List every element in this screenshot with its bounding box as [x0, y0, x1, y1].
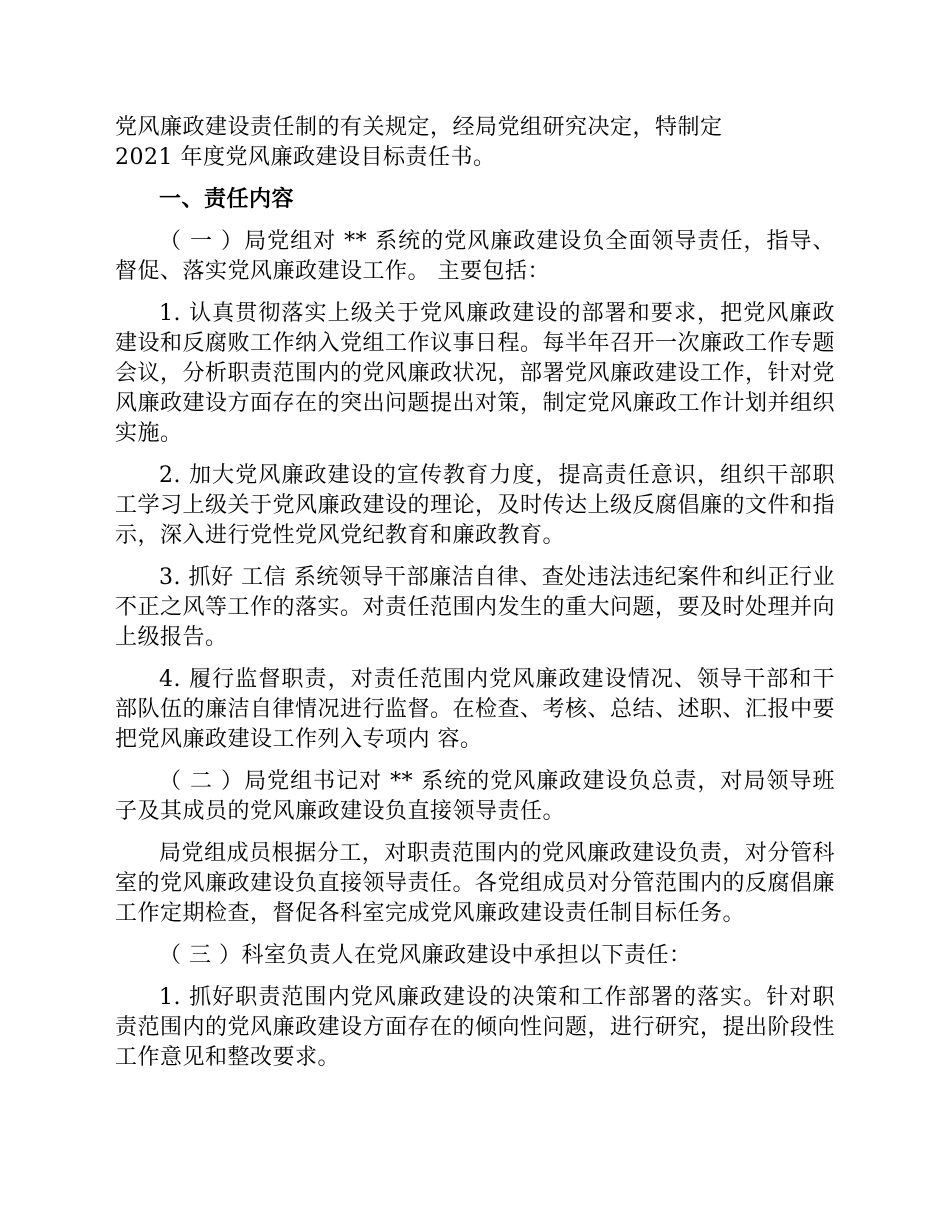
list-item-one-1: 1. 认真贯彻落实上级关于党风廉政建设的部署和要求，把党风廉政建设和反腐败工作纳入党组工作议事日程。每半年召开一次廉政工作专题会议，分析职责范围内的党风廉政状况，部署党风廉政建设工作，针对党风廉政建设方面存在的突出问题提出对策，制定党风廉政工作计划并组织实施。 — [115, 301, 836, 446]
paragraph-part-two: （ 二 ）局党组书记对 ** 系统的党风廉政建设负总责，对局领导班子及其成员的党风廉政建设负直接领导责任。 — [115, 769, 835, 824]
document-page — [115, 113, 835, 1085]
paragraph-part-one: （ 一 ）局党组对 ** 系统的党风廉政建设负全面领导责任，指导、督促、落实党风廉政建设工作。 主要包括： — [115, 229, 835, 284]
intro-paragraph — [115, 113, 835, 173]
list-item-one-3: 3. 抓好 工信 系统领导干部廉洁自律、查处违法违纪案件和纠正行业不正之风等工作的落实。对责任范围内发生的重大问题，要及时处理并向上级报告。 — [115, 565, 836, 650]
list-item-one-2: 2. 加大党风廉政建设的宣传教育力度，提高责任意识，组织干部职工学习上级关于党风廉政建设的理论，及时传达上级反腐倡廉的文件和指示，深入进行党性党风党纪教育和廉政教育。 — [115, 463, 836, 548]
intro-line-1: 党风廉政建设责任制的有关规定，经局党组研究决定，特制定 — [115, 115, 723, 140]
list-item-one-4: 4. 履行监督职责，对责任范围内党风廉政建设情况、领导干部和干部队伍的廉洁自律情况进行监督。在检查、考核、总结、述职、汇报中要把党风廉政建设工作列入专项内 容。 — [115, 667, 836, 752]
intro-line-2: 2021 年度党风廉政建设目标责任书。 — [115, 145, 496, 170]
paragraph-party-members: 局党组成员根据分工，对职责范围内的党风廉政建设负责，对分管科室的党风廉政建设负直接领导责任。各党组成员对分管范围内的反腐倡廉工作定期检查，督促各科室完成党风廉政建设责任制目标任务。 — [115, 841, 836, 926]
section-heading-responsibilities: 一、责任内容 — [159, 187, 295, 212]
list-item-three-1: 1. 抓好职责范围内党风廉政建设的决策和工作部署的落实。针对职责范围内的党风廉政建设方面存在的倾向性问题，进行研究，提出阶段性工作意见和整改要求。 — [115, 985, 836, 1070]
paragraph-part-three: （ 三 ）科室负责人在党风廉政建设中承担以下责任： — [159, 943, 692, 968]
